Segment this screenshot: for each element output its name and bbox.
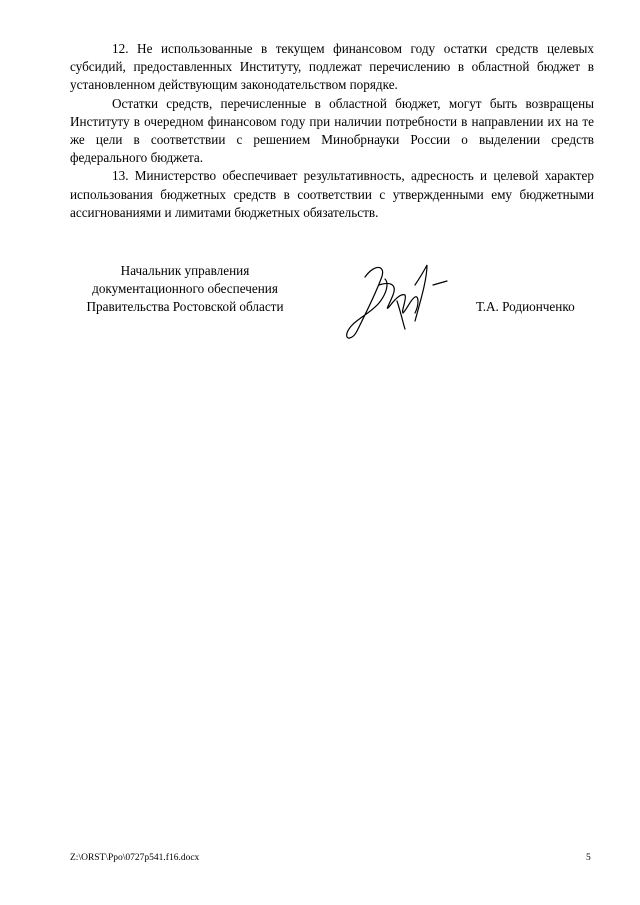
- document-body: [70, 40, 594, 222]
- signer-name: Т.А. Родионченко: [476, 299, 575, 314]
- page-number: 5: [586, 853, 591, 863]
- paragraph-13: 13. Министерство обеспечивает результативность, адресность и целевой характер использования бюджетных средств в соответствии с утвержденными ему бюджетными ассигнованиями и лимитами бюджетных обязательств.: [70, 168, 594, 220]
- signer-position-line: документационного обеспечения: [92, 281, 278, 297]
- paragraph-funds-return: Остатки средств, перечисленные в областной бюджет, могут быть возвращены Институту в очередном финансовом году при наличии потребности в направлении их на те же цели в соответствии с решением Минобрнауки России о выделении средств федерального бюджета.: [70, 95, 594, 166]
- signer-position-line: Начальник управления: [120, 263, 250, 278]
- footer-file-path: Z:\ORST\Ppo\0727p541.f16.docx: [70, 853, 200, 863]
- signer-position-line: Правительства Ростовской области: [86, 299, 284, 315]
- handwritten-signature: [335, 255, 455, 345]
- paragraph-12: 12. Не использованные в текущем финансовом году остатки средств целевых субсидий, предоставленных Институту, подлежат перечислению в областной бюджет в установленном действующим законодательством порядке.: [70, 41, 594, 93]
- signer-position: [60, 262, 310, 317]
